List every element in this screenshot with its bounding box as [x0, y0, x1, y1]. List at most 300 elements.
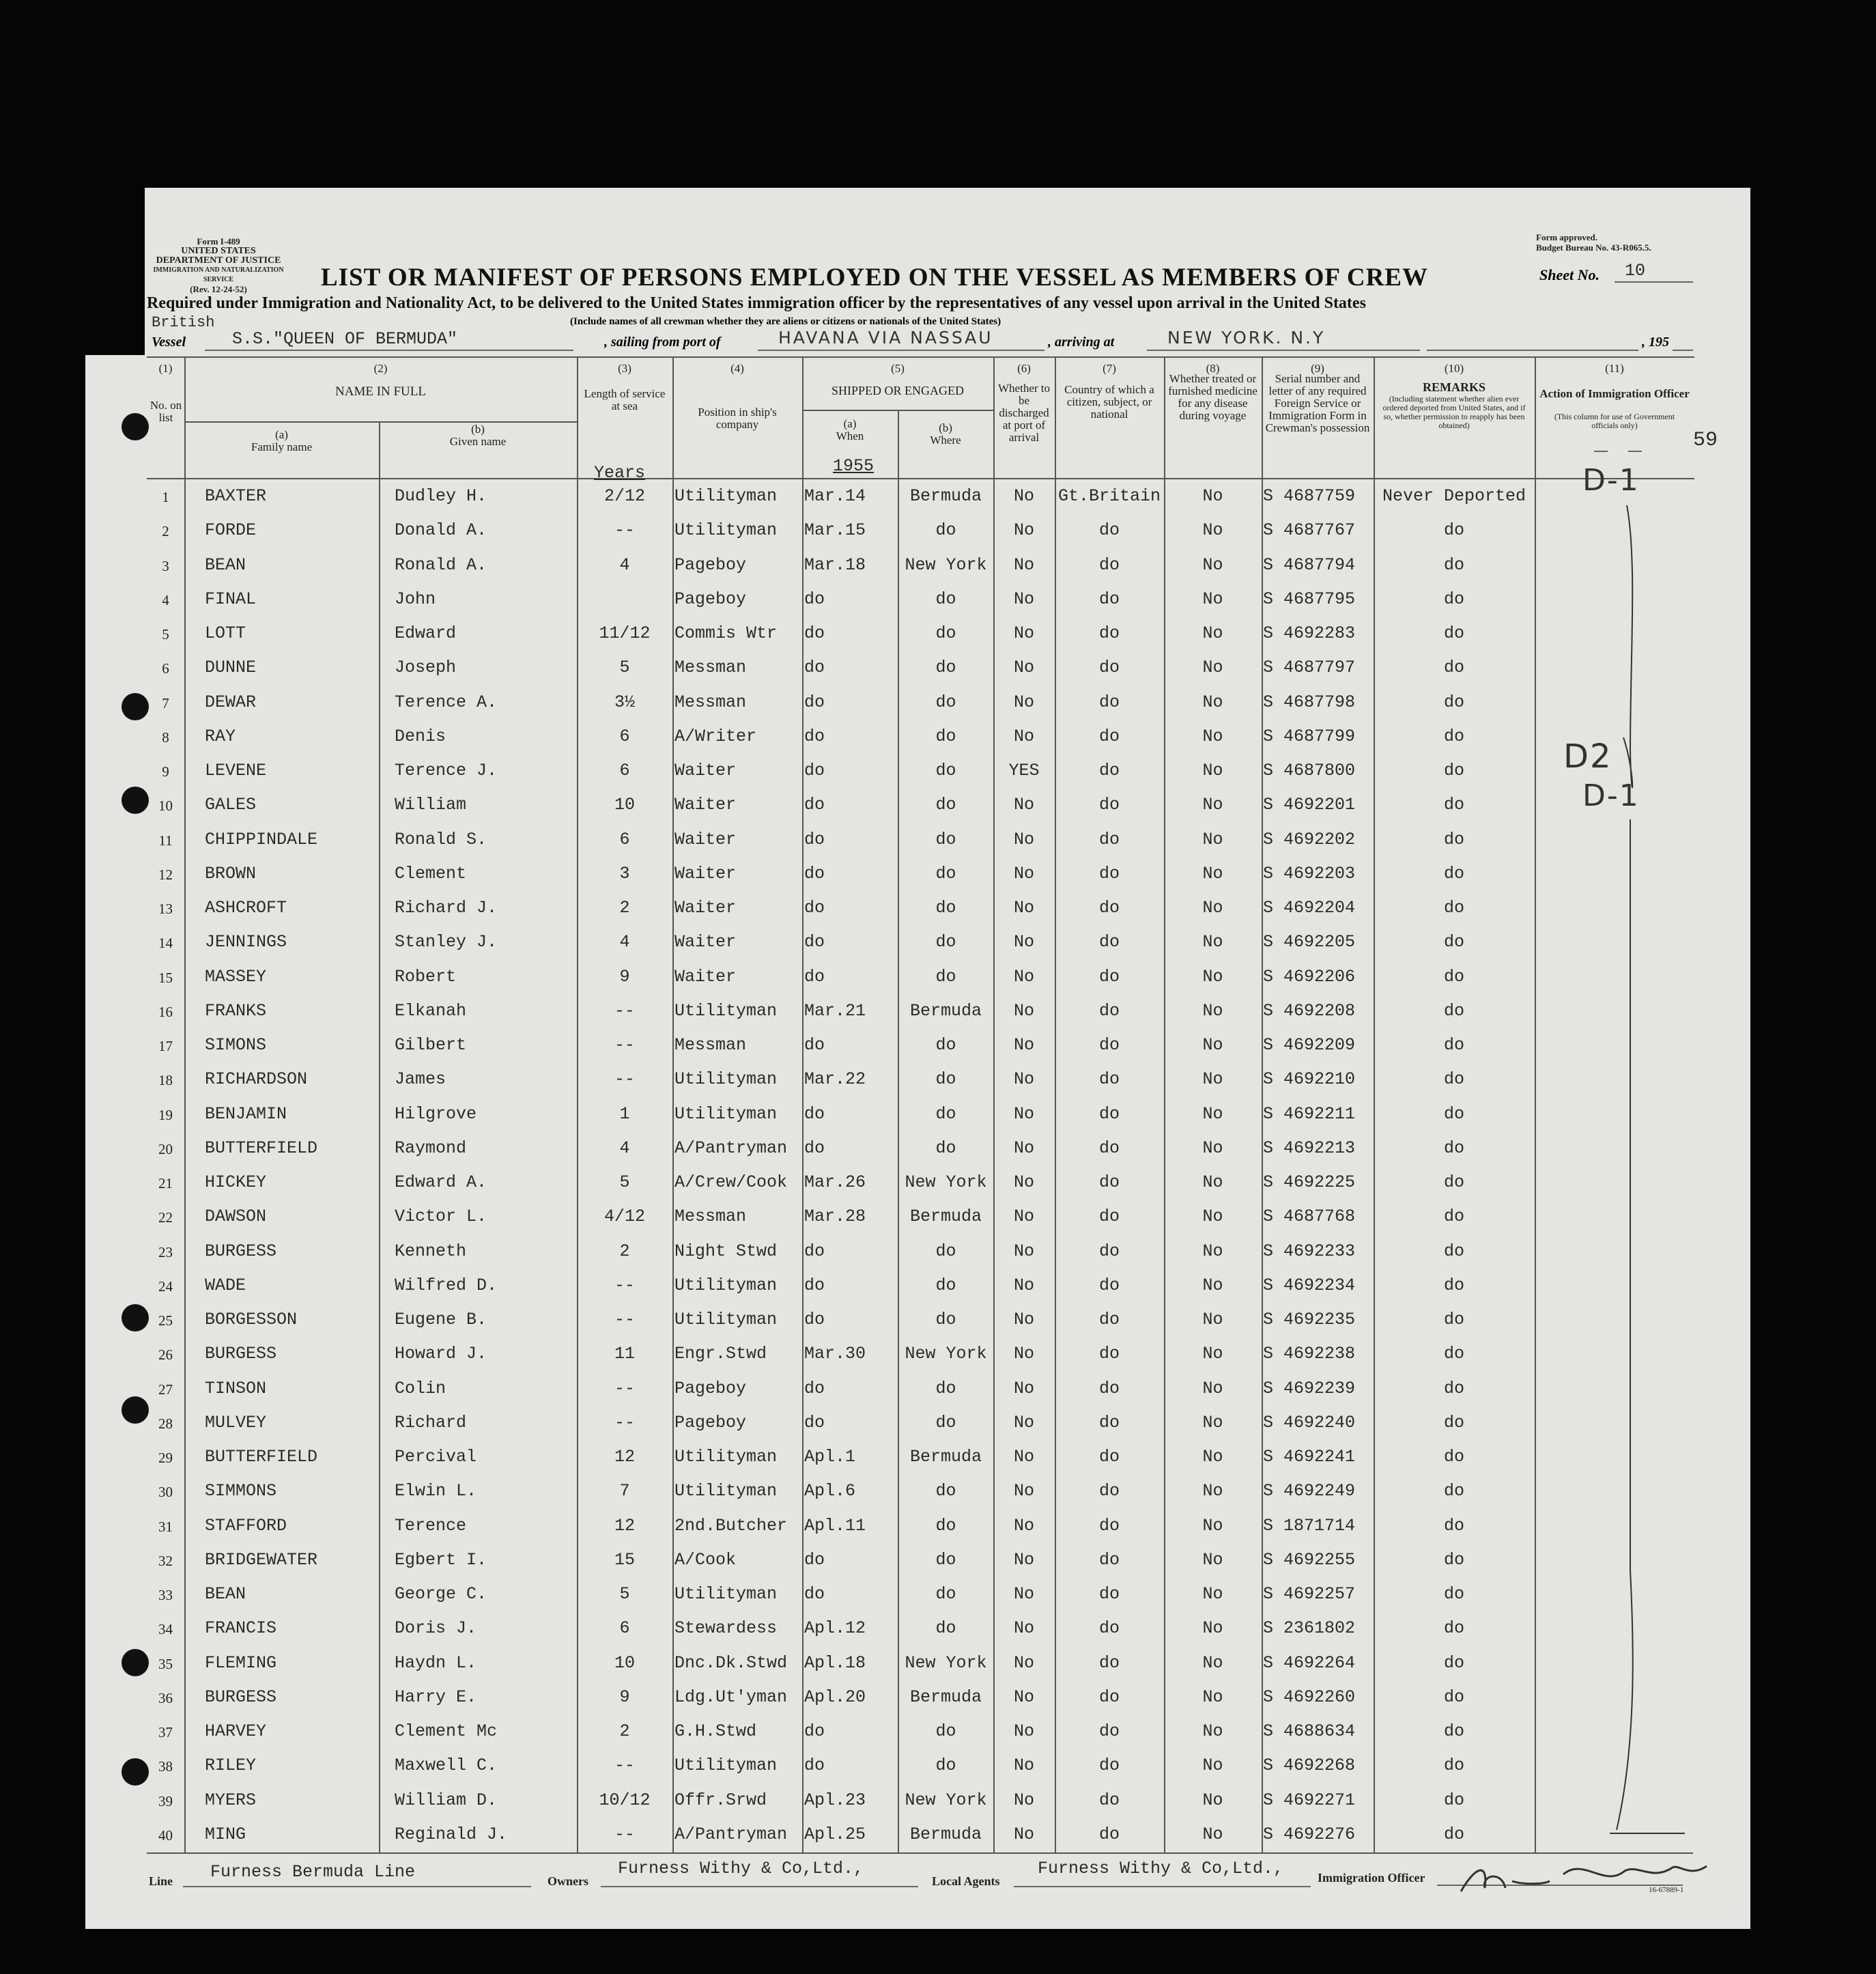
remarks: do — [1443, 898, 1464, 918]
footer-agents-value: Furness Withy & Co,Ltd., — [1038, 1859, 1284, 1878]
length-of-service: -- — [614, 1824, 635, 1844]
shipped-when: do — [804, 1584, 825, 1604]
shipped-where: do — [935, 589, 956, 609]
shipped-where: do — [935, 726, 956, 746]
shipped-when: Mar.21 — [804, 1000, 866, 1021]
family-name: DEWAR — [205, 692, 257, 712]
treated: No — [1202, 486, 1223, 506]
footer-owners-value: Furness Withy & Co,Ltd., — [618, 1859, 864, 1878]
serial-number: S 4687795 — [1263, 589, 1356, 609]
given-name: Raymond — [395, 1138, 467, 1158]
discharged: No — [1013, 1207, 1034, 1227]
discharged: No — [1013, 1138, 1034, 1158]
footer-owners-field — [601, 1859, 918, 1887]
vessel-label: Vessel — [152, 335, 186, 350]
position: Utilityman — [674, 1310, 778, 1329]
discharged: No — [1013, 1481, 1034, 1501]
serial-number: S 4692233 — [1263, 1241, 1356, 1261]
row-number: 14 — [158, 935, 173, 952]
shipped-when: do — [804, 1412, 825, 1433]
country: do — [1098, 1310, 1120, 1329]
col11-number: (11) — [1605, 362, 1624, 375]
given-name: Terence A. — [395, 692, 498, 712]
country: do — [1098, 1138, 1120, 1158]
shipped-when: do — [804, 932, 825, 953]
serial-number: S 4692264 — [1263, 1652, 1356, 1673]
family-name: MULVEY — [205, 1412, 267, 1433]
col6-number: (6) — [1017, 362, 1031, 375]
shipped-when: Apl.12 — [804, 1618, 866, 1639]
shipped-where: do — [935, 1069, 956, 1090]
row-number: 39 — [158, 1792, 173, 1809]
discharged: No — [1013, 1515, 1034, 1536]
row-number: 22 — [158, 1209, 173, 1226]
treated: No — [1202, 1172, 1223, 1192]
row-number: 36 — [158, 1689, 173, 1706]
family-name: BAXTER — [205, 486, 267, 506]
serial-number: S 4692209 — [1263, 1035, 1356, 1055]
treated: No — [1202, 829, 1223, 849]
family-name: RICHARDSON — [205, 1069, 308, 1090]
remarks: do — [1443, 1241, 1464, 1261]
serial-number: S 4687794 — [1263, 554, 1356, 575]
length-of-service: 2 — [619, 1721, 630, 1741]
family-name: STAFFORD — [205, 1515, 287, 1536]
shipped-when: do — [804, 761, 825, 780]
country: do — [1098, 692, 1120, 712]
remarks: do — [1443, 1207, 1464, 1227]
family-name: GALES — [205, 795, 257, 815]
serial-number: S 4688634 — [1263, 1721, 1356, 1741]
col5-header: SHIPPED OR ENGAGED — [831, 384, 964, 397]
discharged: No — [1013, 486, 1034, 506]
position: Pageboy — [674, 1378, 747, 1398]
position: Utilityman — [674, 1481, 778, 1501]
serial-number: S 4687799 — [1263, 726, 1356, 746]
row-number: 30 — [158, 1484, 173, 1501]
given-name: Victor L. — [395, 1207, 487, 1227]
country: Gt.Britain — [1057, 486, 1161, 506]
position: Messman — [674, 1207, 747, 1227]
country: do — [1098, 1241, 1120, 1261]
remarks: do — [1443, 1515, 1464, 1536]
serial-number: S 4692204 — [1263, 898, 1356, 918]
shipped-when: do — [804, 1549, 825, 1570]
shipped-when: do — [804, 1138, 825, 1158]
family-name: BEAN — [205, 554, 246, 575]
remarks: do — [1443, 623, 1464, 643]
given-name: Stanley J. — [395, 932, 498, 953]
given-name: Denis — [395, 726, 446, 746]
years-label: Years — [594, 463, 646, 483]
remarks: do — [1443, 726, 1464, 746]
shipped-when: Mar.30 — [804, 1344, 866, 1364]
position: Utilityman — [674, 486, 778, 506]
given-name: Joseph — [395, 658, 457, 678]
discharged: No — [1013, 1790, 1034, 1810]
footer-line-label: Line — [149, 1874, 173, 1888]
given-name: Reginald J. — [395, 1824, 508, 1844]
name-subheader-rule — [184, 421, 577, 423]
remarks: do — [1443, 761, 1464, 780]
position: 2nd.Butcher — [674, 1515, 788, 1536]
family-name: BORGESSON — [205, 1310, 298, 1329]
shipped-when: do — [804, 1103, 825, 1124]
given-name: Harry E. — [395, 1687, 477, 1707]
length-of-service: 12 — [614, 1447, 635, 1467]
remarks: do — [1443, 932, 1464, 953]
row-number: 19 — [158, 1106, 173, 1123]
remarks: do — [1443, 1000, 1464, 1021]
remarks: do — [1443, 1721, 1464, 1741]
given-name: Robert — [395, 966, 457, 987]
remarks: do — [1443, 1447, 1464, 1467]
year-label: , 195 — [1642, 335, 1669, 350]
position: Pageboy — [674, 1412, 747, 1433]
arriving-line — [1147, 326, 1420, 351]
treated: No — [1202, 898, 1223, 918]
remarks: do — [1443, 658, 1464, 678]
remarks: do — [1443, 1275, 1464, 1295]
footer-owners-label: Owners — [548, 1874, 588, 1888]
treated: No — [1202, 1756, 1223, 1776]
treated: No — [1202, 1310, 1223, 1329]
position: Offr.Srwd — [674, 1790, 767, 1810]
shipped-where: do — [935, 761, 956, 780]
position: Waiter — [674, 966, 737, 987]
given-name: Richard J. — [395, 898, 498, 918]
country: do — [1098, 1172, 1120, 1192]
given-name: Doris J. — [395, 1618, 477, 1639]
shipped-where: Bermuda — [909, 1000, 982, 1021]
shipped-when: do — [804, 795, 825, 815]
col10-header: REMARKS — [1422, 380, 1486, 394]
discharged: No — [1013, 1035, 1034, 1055]
serial-number: S 4692208 — [1263, 1000, 1356, 1021]
shipped-when: Apl.20 — [804, 1687, 866, 1707]
treated: No — [1202, 863, 1223, 884]
given-name: Terence J. — [395, 761, 498, 780]
shipped-where: do — [935, 1721, 956, 1741]
treated: No — [1202, 1549, 1223, 1570]
serial-number: S 4692211 — [1263, 1103, 1356, 1124]
given-name: Percival — [395, 1447, 477, 1467]
col5b-header: (b) Where — [930, 421, 961, 447]
col2b-header: (b) Given name — [449, 423, 507, 448]
treated: No — [1202, 1275, 1223, 1295]
serial-number: S 4687767 — [1263, 520, 1356, 541]
shipped-where: New York — [905, 1790, 987, 1810]
given-name: Haydn L. — [395, 1652, 477, 1673]
family-name: HICKEY — [205, 1172, 267, 1192]
col9-header: Serial number and letter of any required Foreign Service or Immigration Form in Crewman's possession — [1265, 372, 1370, 434]
discharged: No — [1013, 1652, 1034, 1673]
remarks: do — [1443, 1412, 1464, 1433]
country: do — [1098, 1378, 1120, 1398]
row-number: 11 — [158, 832, 173, 849]
serial-number: S 4692268 — [1263, 1756, 1356, 1776]
given-name: Eugene B. — [395, 1310, 487, 1329]
length-of-service: -- — [614, 1378, 635, 1398]
shipped-when: do — [804, 1378, 825, 1398]
shipped-where: do — [935, 1618, 956, 1639]
family-name: MASSEY — [205, 966, 267, 987]
discharged: No — [1013, 1000, 1034, 1021]
page-title: LIST OR MANIFEST OF PERSONS EMPLOYED ON THE VESSEL AS MEMBERS OF CREW — [321, 264, 1428, 292]
length-of-service: 1 — [619, 1103, 630, 1124]
discharged: No — [1013, 966, 1034, 987]
discharged: No — [1013, 1618, 1034, 1639]
shipped-where: do — [935, 520, 956, 541]
remarks: do — [1443, 795, 1464, 815]
treated: No — [1202, 658, 1223, 678]
shipped-when: do — [804, 623, 825, 643]
row-number: 25 — [158, 1312, 173, 1329]
shipped-where: do — [935, 1241, 956, 1261]
shipped-where: do — [935, 1584, 956, 1604]
shipped-where: do — [935, 1412, 956, 1433]
treated: No — [1202, 1481, 1223, 1501]
remarks: do — [1443, 1310, 1464, 1329]
row-number: 4 — [162, 591, 169, 608]
row-number: 26 — [158, 1346, 173, 1364]
given-name: Ronald S. — [395, 829, 487, 849]
serial-number: S 4692257 — [1263, 1584, 1356, 1604]
shipped-where: do — [935, 863, 956, 884]
shipped-where: New York — [905, 1652, 987, 1673]
length-of-service: 3 — [619, 863, 630, 884]
year-line — [1673, 328, 1693, 351]
shipped-where: New York — [905, 1344, 987, 1364]
treated: No — [1202, 1103, 1223, 1124]
family-name: FINAL — [205, 589, 257, 609]
treated: No — [1202, 1790, 1223, 1810]
shipped-where: Bermuda — [909, 1824, 982, 1844]
position: Utilityman — [674, 1069, 778, 1090]
given-name: Edward A. — [395, 1172, 487, 1192]
row-number: 24 — [158, 1278, 173, 1295]
length-of-service: 5 — [619, 1584, 630, 1604]
shipped-when: do — [804, 658, 825, 678]
position: Waiter — [674, 932, 737, 953]
shipped-when: Apl.1 — [804, 1447, 856, 1467]
treated: No — [1202, 1618, 1223, 1639]
shipped-where: do — [935, 898, 956, 918]
discharged: No — [1013, 1378, 1034, 1398]
serial-number: S 4687800 — [1263, 761, 1356, 780]
length-of-service: 6 — [619, 726, 630, 746]
remarks: do — [1443, 1103, 1464, 1124]
remarks: do — [1443, 554, 1464, 575]
row-number: 20 — [158, 1140, 173, 1157]
row-number: 6 — [162, 660, 169, 677]
serial-number: S 4692225 — [1263, 1172, 1356, 1192]
remarks: do — [1443, 1790, 1464, 1810]
discharged: No — [1013, 726, 1034, 746]
row-number: 5 — [162, 626, 169, 643]
shipped-when: do — [804, 966, 825, 987]
given-name: Donald A. — [395, 520, 487, 541]
discharged: No — [1013, 1687, 1034, 1707]
given-name: Richard — [395, 1412, 467, 1433]
given-name: James — [395, 1069, 446, 1090]
country: do — [1098, 1447, 1120, 1467]
col5-number: (5) — [891, 362, 905, 375]
serial-number: S 4692202 — [1263, 829, 1356, 849]
col6-header: Whether to be discharged at port of arrival — [998, 382, 1050, 444]
shipped-when: do — [804, 829, 825, 849]
row-number: 29 — [158, 1450, 173, 1466]
arriving-label: , arriving at — [1048, 335, 1115, 350]
row-number: 33 — [158, 1587, 173, 1603]
treated: No — [1202, 1721, 1223, 1741]
discharged: No — [1013, 1103, 1034, 1124]
country: do — [1098, 898, 1120, 918]
length-of-service: 3½ — [614, 692, 635, 712]
family-name: TINSON — [205, 1378, 267, 1398]
family-name: BEAN — [205, 1584, 246, 1604]
length-of-service: 6 — [619, 1618, 630, 1639]
length-of-service: -- — [614, 1069, 635, 1090]
col7-number: (7) — [1103, 362, 1116, 375]
country: do — [1098, 1103, 1120, 1124]
treated: No — [1202, 1652, 1223, 1673]
family-name: SIMMONS — [205, 1481, 277, 1501]
treated: No — [1202, 554, 1223, 575]
treated: No — [1202, 1035, 1223, 1055]
position: Dnc.Dk.Stwd — [674, 1652, 788, 1673]
position: Utilityman — [674, 1000, 778, 1021]
given-name: Wilfred D. — [395, 1275, 498, 1295]
remarks: do — [1443, 1172, 1464, 1192]
arriving-port: NEW YORK. N.Y — [1167, 328, 1326, 348]
position: Stewardess — [674, 1618, 778, 1639]
row-number: 37 — [158, 1724, 173, 1740]
country: do — [1098, 1549, 1120, 1570]
given-name: Dudley H. — [395, 486, 487, 506]
given-name: Terence — [395, 1515, 467, 1536]
discharged: No — [1013, 623, 1034, 643]
serial-number: S 1871714 — [1263, 1515, 1356, 1536]
remarks: do — [1443, 1549, 1464, 1570]
form-identifier: Form I-489 UNITED STATES DEPARTMENT OF JUSTICE IMMIGRATION AND NATURALIZATION SERVICE (Rev. 12-24-52) — [153, 236, 284, 294]
country: do — [1098, 795, 1120, 815]
sheet-label: Sheet No. — [1539, 266, 1600, 283]
shipped-where: do — [935, 966, 956, 987]
position: Utilityman — [674, 1103, 778, 1124]
row-number: 16 — [158, 1003, 173, 1020]
given-name: Clement — [395, 863, 467, 884]
serial-number: S 4692255 — [1263, 1549, 1356, 1570]
shipped-where: do — [935, 1378, 956, 1398]
family-name: DAWSON — [205, 1207, 267, 1227]
given-name: Howard J. — [395, 1344, 487, 1364]
treated: No — [1202, 795, 1223, 815]
position: Utilityman — [674, 1584, 778, 1604]
country: do — [1098, 1824, 1120, 1844]
remarks: do — [1443, 1344, 1464, 1364]
row-number: 34 — [158, 1621, 173, 1638]
remarks: do — [1443, 829, 1464, 849]
vessel-flag: British — [152, 314, 215, 331]
shipped-where: do — [935, 1310, 956, 1329]
row-number: 35 — [158, 1655, 173, 1672]
family-name: RAY — [205, 726, 236, 746]
col2a-header: (a) Family name — [251, 428, 313, 453]
length-of-service: 7 — [619, 1481, 630, 1501]
given-name: George C. — [395, 1584, 487, 1604]
col5a-header: (a) When — [836, 417, 864, 442]
discharged: No — [1013, 692, 1034, 712]
treated: No — [1202, 726, 1223, 746]
position: Waiter — [674, 863, 737, 884]
officer-mark-d2: D2 — [1563, 737, 1612, 776]
position: Messman — [674, 1035, 747, 1055]
shipped-when: Mar.18 — [804, 554, 866, 575]
family-name: BURGESS — [205, 1344, 277, 1364]
remarks: do — [1443, 1584, 1464, 1604]
shipped-where: New York — [905, 1172, 987, 1192]
date-line — [1427, 328, 1638, 351]
col9-number: (9) — [1311, 362, 1324, 375]
row-number: 31 — [158, 1518, 173, 1535]
country: do — [1098, 1035, 1120, 1055]
shipped-where: do — [935, 1756, 956, 1776]
family-name: HARVEY — [205, 1721, 267, 1741]
length-of-service: 6 — [619, 829, 630, 849]
treated: No — [1202, 932, 1223, 953]
family-name: FORDE — [205, 520, 257, 541]
treated: No — [1202, 1447, 1223, 1467]
position: Waiter — [674, 795, 737, 815]
discharged: No — [1013, 1721, 1034, 1741]
position: Messman — [674, 658, 747, 678]
discharged: No — [1013, 1584, 1034, 1604]
family-name: BURGESS — [205, 1241, 277, 1261]
position: Utilityman — [674, 520, 778, 541]
required-notice: Required under Immigration and Nationality Act, to be delivered to the United States immigration officer by the representatives of any vessel upon arrival in the United States — [147, 294, 1366, 312]
serial-number: S 4692249 — [1263, 1481, 1356, 1501]
given-name: Elkanah — [395, 1000, 467, 1021]
shipped-where: do — [935, 1481, 956, 1501]
discharged: No — [1013, 1275, 1034, 1295]
sheet-number: 10 — [1625, 261, 1646, 281]
serial-number: S 2361802 — [1263, 1618, 1356, 1639]
row-number: 18 — [158, 1072, 173, 1089]
discharged: No — [1013, 932, 1034, 953]
punch-hole — [122, 413, 149, 440]
discharged: No — [1013, 1069, 1034, 1090]
shipped-when: Mar.22 — [804, 1069, 866, 1090]
shipped-when: Apl.18 — [804, 1652, 866, 1673]
country: do — [1098, 1481, 1120, 1501]
row-number: 40 — [158, 1827, 173, 1844]
row-number: 38 — [158, 1758, 173, 1775]
treated: No — [1202, 1000, 1223, 1021]
shipped-when: do — [804, 1310, 825, 1329]
remarks: do — [1443, 863, 1464, 884]
officer-mark-d1: D-1 — [1582, 463, 1640, 498]
shipped-where: do — [935, 829, 956, 849]
length-of-service: -- — [614, 1275, 635, 1295]
print-code: 16-67889-1 — [1649, 1886, 1684, 1894]
discharged: No — [1013, 829, 1034, 849]
discharged: No — [1013, 1824, 1034, 1844]
position: Waiter — [674, 898, 737, 918]
row-number: 12 — [158, 866, 173, 883]
country: do — [1098, 1790, 1120, 1810]
family-name: DUNNE — [205, 658, 257, 678]
